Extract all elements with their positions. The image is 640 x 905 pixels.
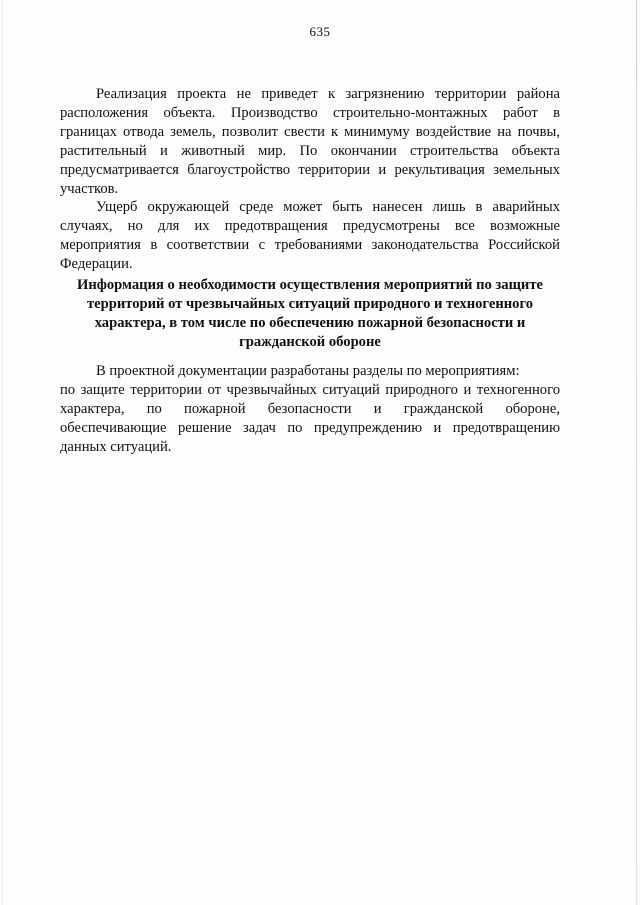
body-text-environment <box>60 85 560 274</box>
page-number: 635 <box>309 24 331 39</box>
scan-edge-right <box>636 0 637 905</box>
body-text-emergency <box>60 362 560 457</box>
section-line: обеспечивающие решение задач по предупреждению и предотвращению <box>60 419 560 436</box>
paragraph-project-impact: Реализация проекта не приведет к загрязнению территории района расположения объекта. Производство строительно-монтажных работ в границах отвода земель, позволит свести к минимуму воздействие на почвы, растительный и животный мир. По окончании строительства объекта предусматривается благоустройство территории и рекультивация земельных участков. <box>60 86 560 197</box>
heading-line: характера, в том числе по обеспечению пожарной безопасности и <box>94 314 526 331</box>
section-line: по защите территории от чрезвычайных ситуаций природного и техногенного <box>60 381 560 398</box>
section-heading <box>60 276 560 352</box>
section-intro: В проектной документации разработаны разделы по мероприятиям: <box>96 363 520 379</box>
heading-line: гражданской обороне <box>239 333 381 350</box>
section-line: характера, по пожарной безопасности и гражданской обороне, <box>60 400 560 417</box>
section-last-line: данных ситуаций. <box>60 438 172 455</box>
paragraph-damage: Ущерб окружающей среде может быть нанесен лишь в аварийных случаях, но для их предотвращения предусмотрены все возможные мероприятия в соответствии с требованиями законодательства Российской Федерации. <box>60 199 560 273</box>
heading-line: территорий от чрезвычайных ситуаций природного и техногенного <box>86 295 534 312</box>
heading-line: Информация о необходимости осуществления мероприятий по защите <box>77 277 543 293</box>
scan-edge-left <box>2 0 3 905</box>
